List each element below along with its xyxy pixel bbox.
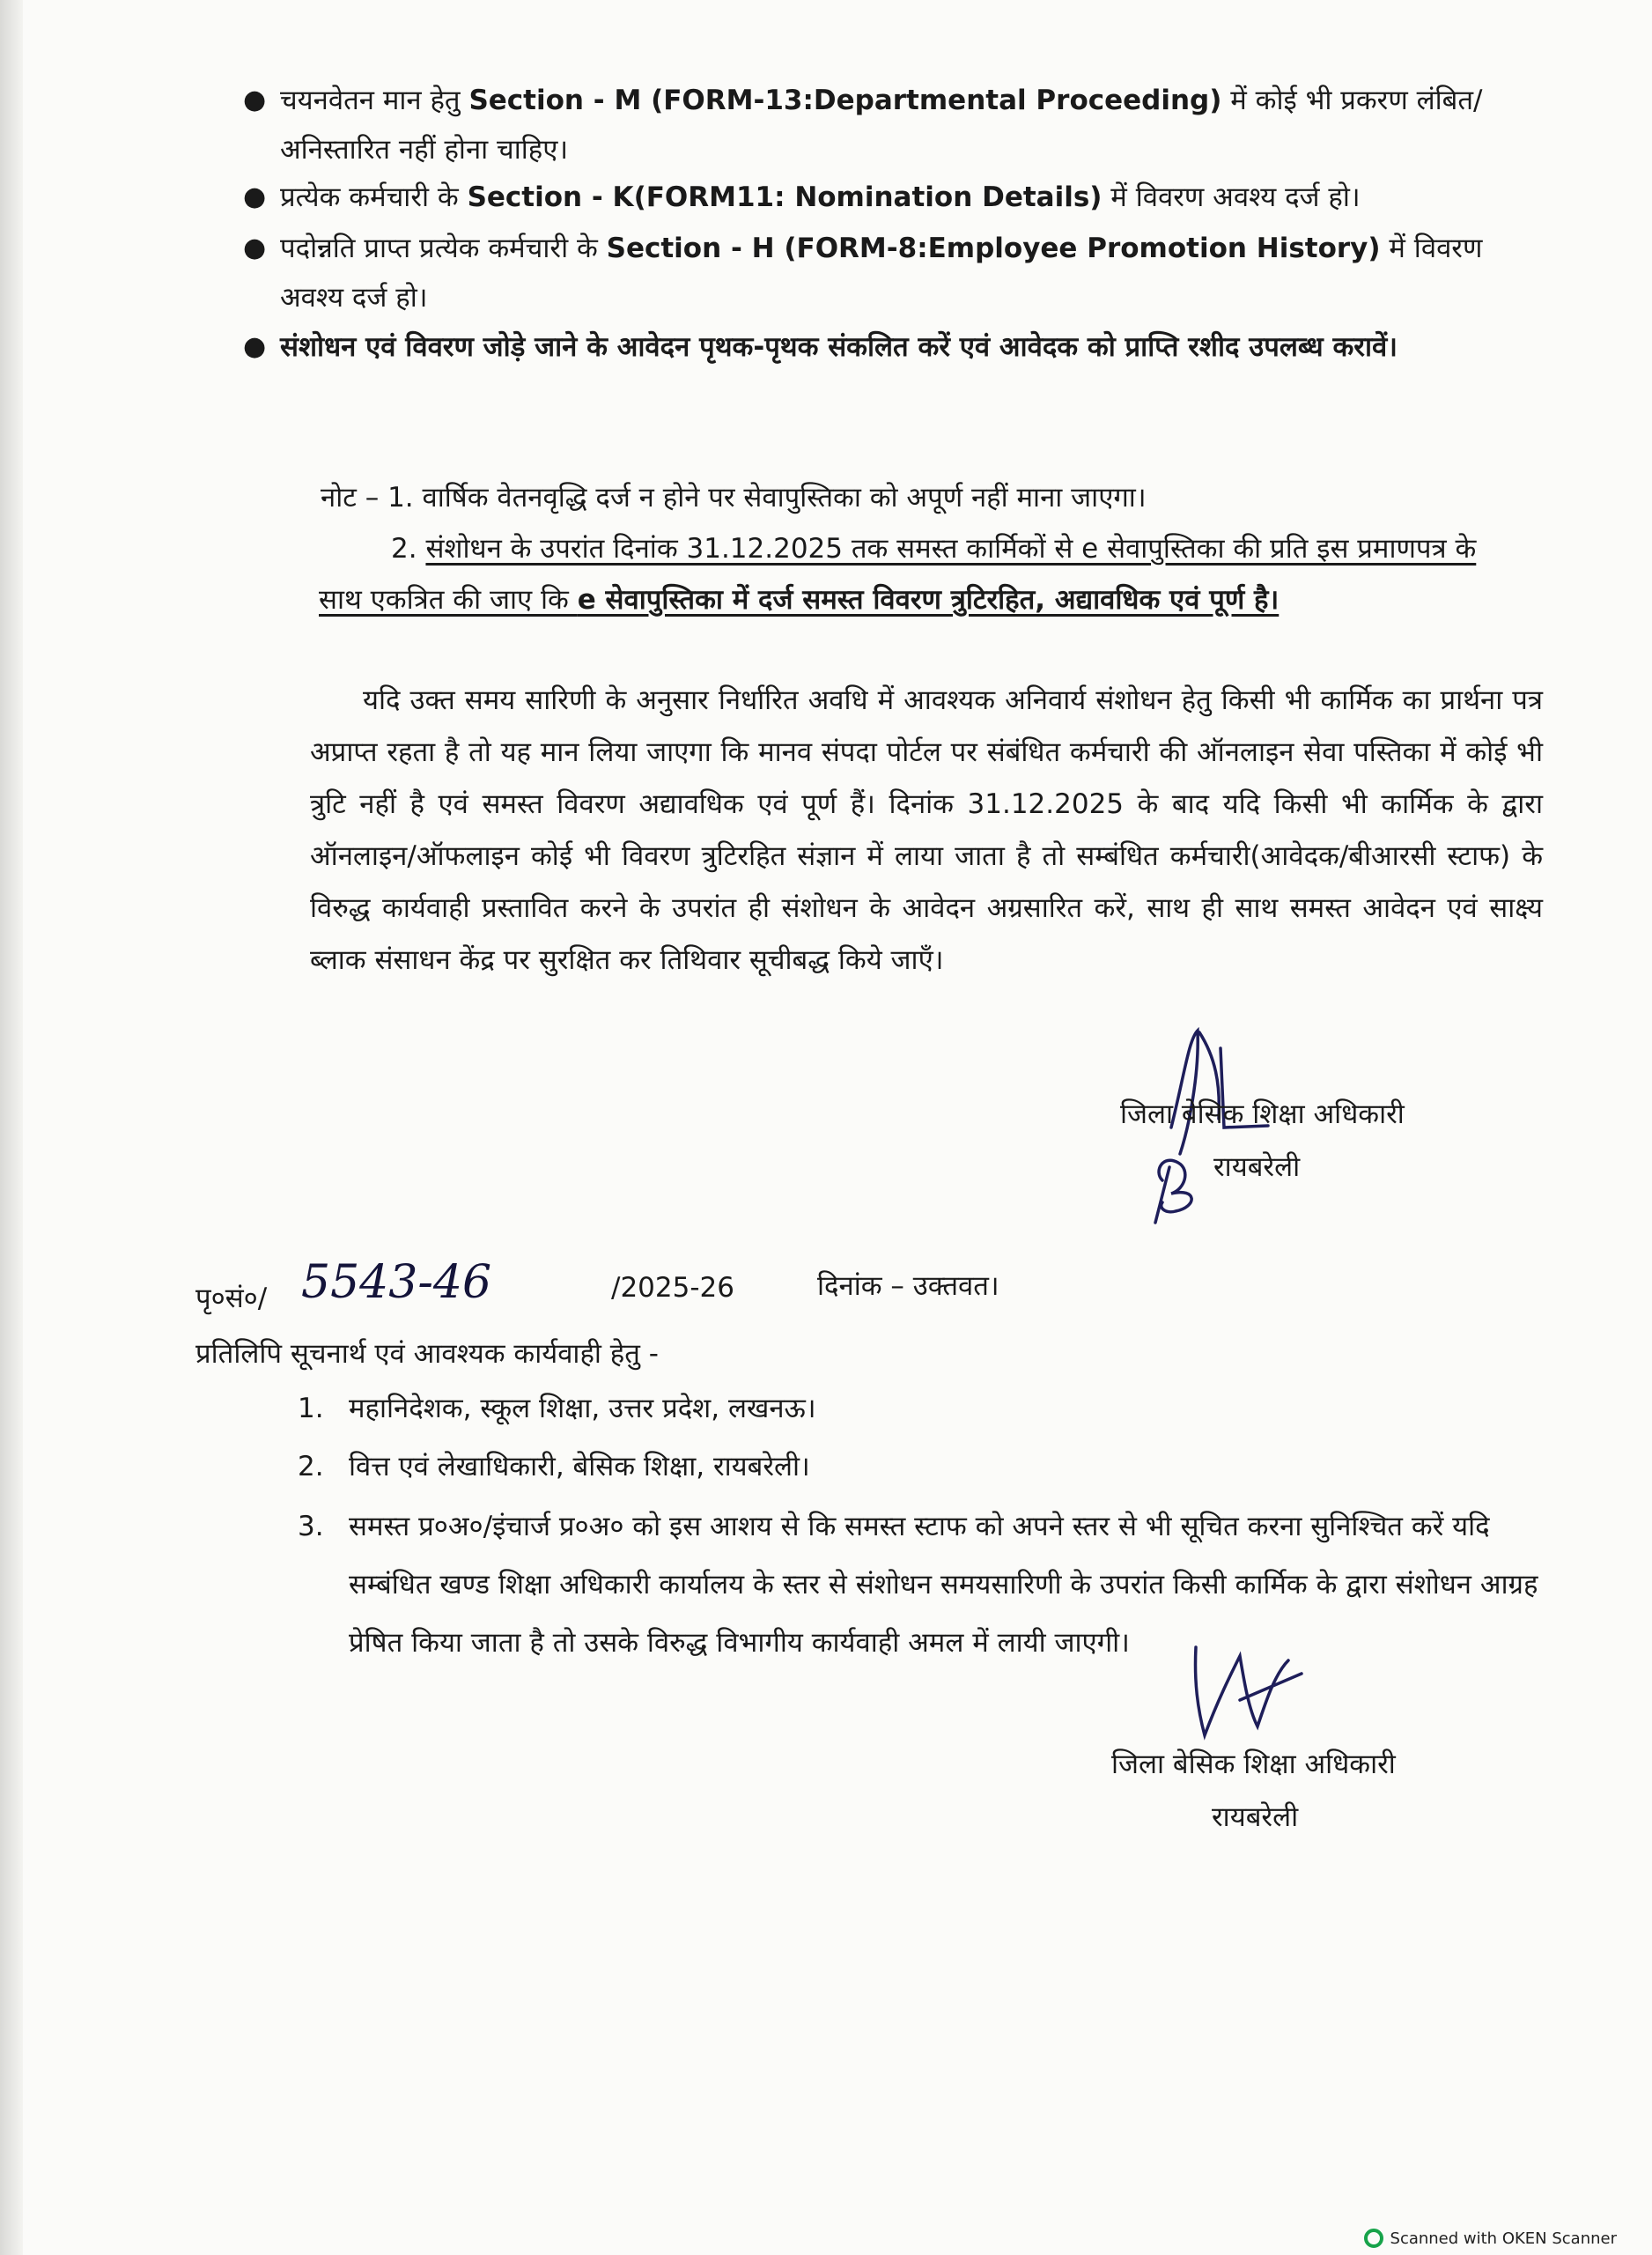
bullet-icon: ● [243,331,267,362]
bullet-text: प्रत्येक कर्मचारी के [280,181,468,213]
bullet-section-ref: Section - K(FORM11: Nomination Details) [467,181,1103,213]
scanner-logo-icon [1364,2229,1383,2248]
main-paragraph: यदि उक्त समय सारिणी के अनुसार निर्धारित अवधि में आवश्यक अनिवार्य संशोधन हेतु किसी भी कार्मिक का प्रार्थना पत्र अप्राप्त रहता है तो यह मान लिया जाएगा कि मानव संपदा पोर्टल पर संबंधित कर्मचारी की ऑनलाइन सेवा पस्तिका में कोई भी त्रुटि नहीं है एवं समस्त विवरण अद्यावधिक एवं पूर्ण हैं। दिनांक 31.12.2025 के बाद यदि किसी भी कार्मिक के द्वारा ऑनलाइन/ऑफलाइन कोई भी विवरण त्रुटिरहित संज्ञान में लाया जाता है तो सम्बंधित कर्मचारी(आवेदक/बीआरसी स्टाफ) के विरुद्ध कार्यवाही प्रस्तावित करने के उपरांत ही संशोधन के आवेदन अग्रसारित करें, साथ ही साथ समस्त आवेदन एवं साक्ष्य ब्लाक संसाधन केंद्र पर सुरक्षित कर तिथिवार सूचीबद्ध किये जाएँ। [310,684,1543,976]
bullet-text: पदोन्नति प्राप्त प्रत्येक कर्मचारी के [280,233,607,264]
bullet-item-4 [243,322,1548,372]
note-underlined-text: संशोधन के उपरांत दिनांक 31.12.2025 तक समस्त कार्मिकों से e सेवापुस्तिका की प्रति इस प्रमाणपत्र के [425,533,1477,565]
signature-scribble-icon [1178,1638,1310,1744]
bullet-icon: ● [243,181,267,212]
bullet-text: में कोई भी प्रकरण लंबित/अनिस्तारित नहीं होना चाहिए। [280,85,1483,166]
bullet-item-3 [243,224,1548,322]
bullet-text: में विवरण अवश्य दर्ज हो। [280,233,1483,314]
list-number: 3. [298,1511,324,1542]
bullet-section-ref: Section - H (FORM-8:Employee Promotion History) [606,233,1381,264]
bullet-text: में विवरण अवश्य दर्ज हो। [1102,181,1361,213]
reference-prefix: पृ०सं०/ [195,1283,268,1314]
bullet-item-1 [243,76,1548,174]
signature1-place: रायबरेली [1213,1151,1301,1183]
reference-year: /2025-26 [611,1272,734,1304]
signature2-place: रायबरेली [1212,1801,1299,1833]
reference-number-handwritten: 5543-46 [301,1256,492,1309]
signature1-title: जिला बेसिक शिक्षा अधिकारी [1120,1098,1405,1130]
copy-heading: प्रतिलिपि सूचनार्थ एवं आवश्यक कार्यवाही हेतु - [195,1338,659,1370]
bullet-text: चयनवेतन मान हेतु [280,85,469,116]
note-number: 2. [391,533,426,565]
note-underlined-text: साथ एकत्रित की जाए कि [319,584,578,616]
note-bold-underlined-text: e सेवापुस्तिका में दर्ज समस्त विवरण त्रुटिरहित, अद्यावधिक एवं पूर्ण है। [577,584,1280,616]
list-text: महानिदेशक, स्कूल शिक्षा, उत्तर प्रदेश, लखनऊ। [349,1393,816,1424]
list-number: 1. [298,1393,324,1424]
note-line-2 [391,523,1562,574]
scanner-footer [1364,2229,1617,2248]
list-text: वित्त एवं लेखाधिकारी, बेसिक शिक्षा, रायबरेली। [349,1451,810,1482]
signature2-title: जिला बेसिक शिक्षा अधिकारी [1111,1749,1396,1780]
note-line-1: नोट – 1. वार्षिक वेतनवृद्धि दर्ज न होने पर सेवापुस्तिका को अपूर्ण नहीं माना जाएगा। [321,482,1147,514]
list-number: 2. [298,1451,324,1482]
bullet-item-2 [243,173,1548,222]
bullet-icon: ● [243,85,267,115]
bullet-text: संशोधन एवं विवरण जोड़े जाने के आवेदन पृथक-पृथक संकलित करें एवं आवेदक को प्राप्ति रशीद उपलब्ध करावें। [280,331,1398,363]
bullet-icon: ● [243,233,267,263]
list-text: समस्त प्र०अ०/इंचार्ज प्र०अ० को इस आशय से कि समस्त स्टाफ को अपने स्तर से भी सूचित करना सुनिश्चित करें यदि सम्बंधित खण्ड शिक्षा अधिकारी कार्यालय के स्तर से संशोधन समयसारिणी के उपरांत किसी कार्मिक के द्वारा संशोधन आग्रह प्रेषित किया जाता है तो उसके विरुद्ध विभागीय कार्यवाही अमल में लायी जाएगी। [349,1511,1538,1659]
note-line-3 [319,574,1279,625]
scanner-footer-text: Scanned with OKEN Scanner [1390,2229,1617,2248]
bullet-section-ref: Section - M (FORM-13:Departmental Proceeding) [468,85,1222,116]
reference-date: दिनांक – उक्तवत। [817,1270,999,1302]
